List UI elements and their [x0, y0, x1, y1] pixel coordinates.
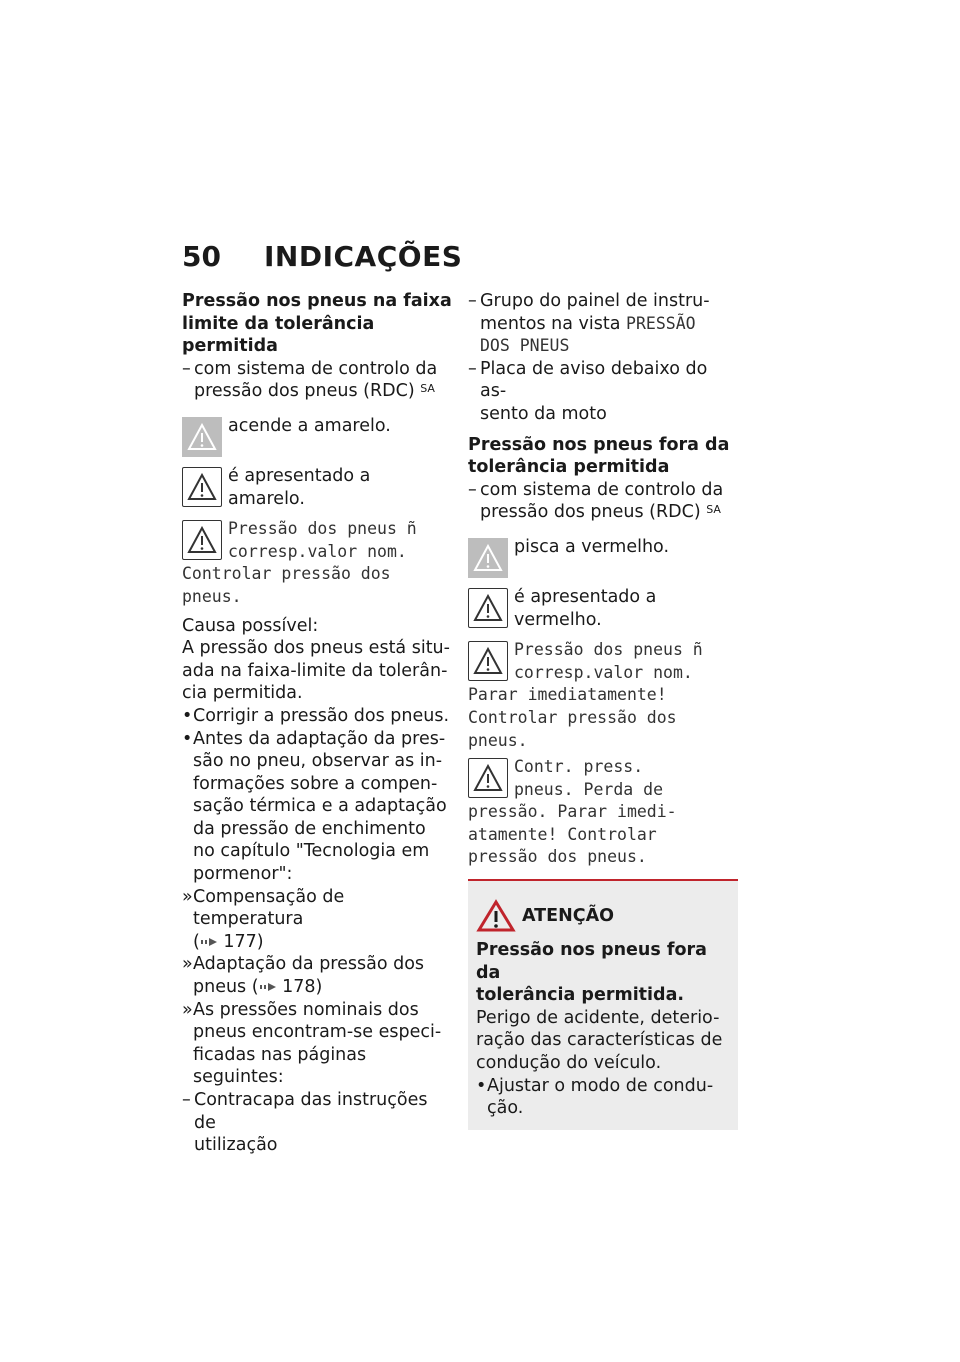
warning-triangle-icon [468, 641, 508, 681]
section-heading: Pressão nos pneus na faixa limite da tolerância permitida [182, 291, 452, 357]
warning-body: Perigo de acidente, deterio- ração das características de condução do veículo. [476, 1007, 723, 1074]
dash-item: – com sistema de controlo da pressão dos pneus (RDC) $^{SA}$ [182, 358, 438, 402]
cause-text: A pressão dos pneus está situ- ada na faixa-limite da tolerân- cia permitida. [182, 638, 450, 704]
indicator-row: acende a amarelo. [182, 415, 452, 457]
reference-item: » Adaptação da pressão dos pneus ( 178) [182, 954, 425, 998]
indicator-row: pisca a vermelho. [468, 536, 738, 578]
sa-marker: SA [706, 503, 721, 517]
dash-item: – Placa de aviso debaixo do as- sento da moto [468, 358, 708, 424]
dash-item: – Grupo do painel de instru- mentos na vista PRESSÃO DOS PNEUS [468, 291, 710, 356]
dash-item: – Contracapa das instruções de utilização [182, 1090, 428, 1156]
cause-label: Causa possível: [182, 615, 319, 636]
warning-header [476, 899, 730, 933]
warning-triangle-icon [182, 467, 222, 507]
dash-item: – com sistema de controlo da pressão dos pneus (RDC) $^{SA}$ [468, 479, 724, 523]
reference-item: » Compensação de temperatura ( 177) [182, 886, 345, 952]
warning-title: ATENÇÃO [522, 905, 614, 926]
left-column [182, 290, 452, 1157]
indicator-message: Contr. press. pneus. Perda de pressão. Parar imedi- atamente! Controlar pressão dos pneus. [468, 757, 677, 867]
warning-triangle-icon [468, 758, 508, 798]
page-number: 50 [182, 240, 221, 273]
warning-triangle-icon [182, 520, 222, 560]
page-header [182, 240, 462, 280]
indicator-message: Pressão dos pneus ñ corresp.valor nom. Controlar pressão dos pneus. [182, 519, 417, 606]
page-link[interactable]: 178) [282, 977, 323, 998]
bullet-item: • Ajustar o modo de condu- ção. [476, 1075, 714, 1119]
warning-triangle-icon [468, 588, 508, 628]
page-link[interactable]: 177) [223, 931, 264, 952]
bullet-item: • Antes da adaptação da pres- são no pneu, observar as in- formações sobre a compen- sação térmica e a adaptação da pressão de enchimento no capítulo "Tecnologia em pormenor": [182, 728, 447, 885]
warning-heading: Pressão nos pneus fora da tolerância permitida. [476, 940, 707, 1006]
sa-marker: SA [420, 382, 435, 396]
page-reference-arrow-icon [259, 981, 277, 993]
warning-triangle-red-icon [476, 899, 516, 933]
reference-item: » As pressões nominais dos pneus encontram-se especi- ficadas nas páginas seguintes: [182, 999, 442, 1088]
warning-triangle-icon [182, 417, 222, 457]
indicator-message: Pressão dos pneus ñ corresp.valor nom. Parar imediatamente! Controlar pressão dos pneus. [468, 640, 703, 750]
section-heading: Pressão nos pneus fora da tolerância permitida [468, 434, 730, 478]
chapter-title: INDICAÇÕES [264, 240, 463, 273]
page-reference-arrow-icon [200, 936, 218, 948]
warning-box [468, 879, 738, 1130]
indicator-row: é apresentado a vermelho. [468, 586, 738, 631]
warning-triangle-icon [468, 538, 508, 578]
display-view-name: PRESSÃO [626, 313, 696, 333]
right-column [468, 290, 738, 1130]
bullet-item: • Corrigir a pressão dos pneus. [182, 705, 450, 726]
indicator-row: é apresentado a amarelo. [182, 465, 452, 510]
